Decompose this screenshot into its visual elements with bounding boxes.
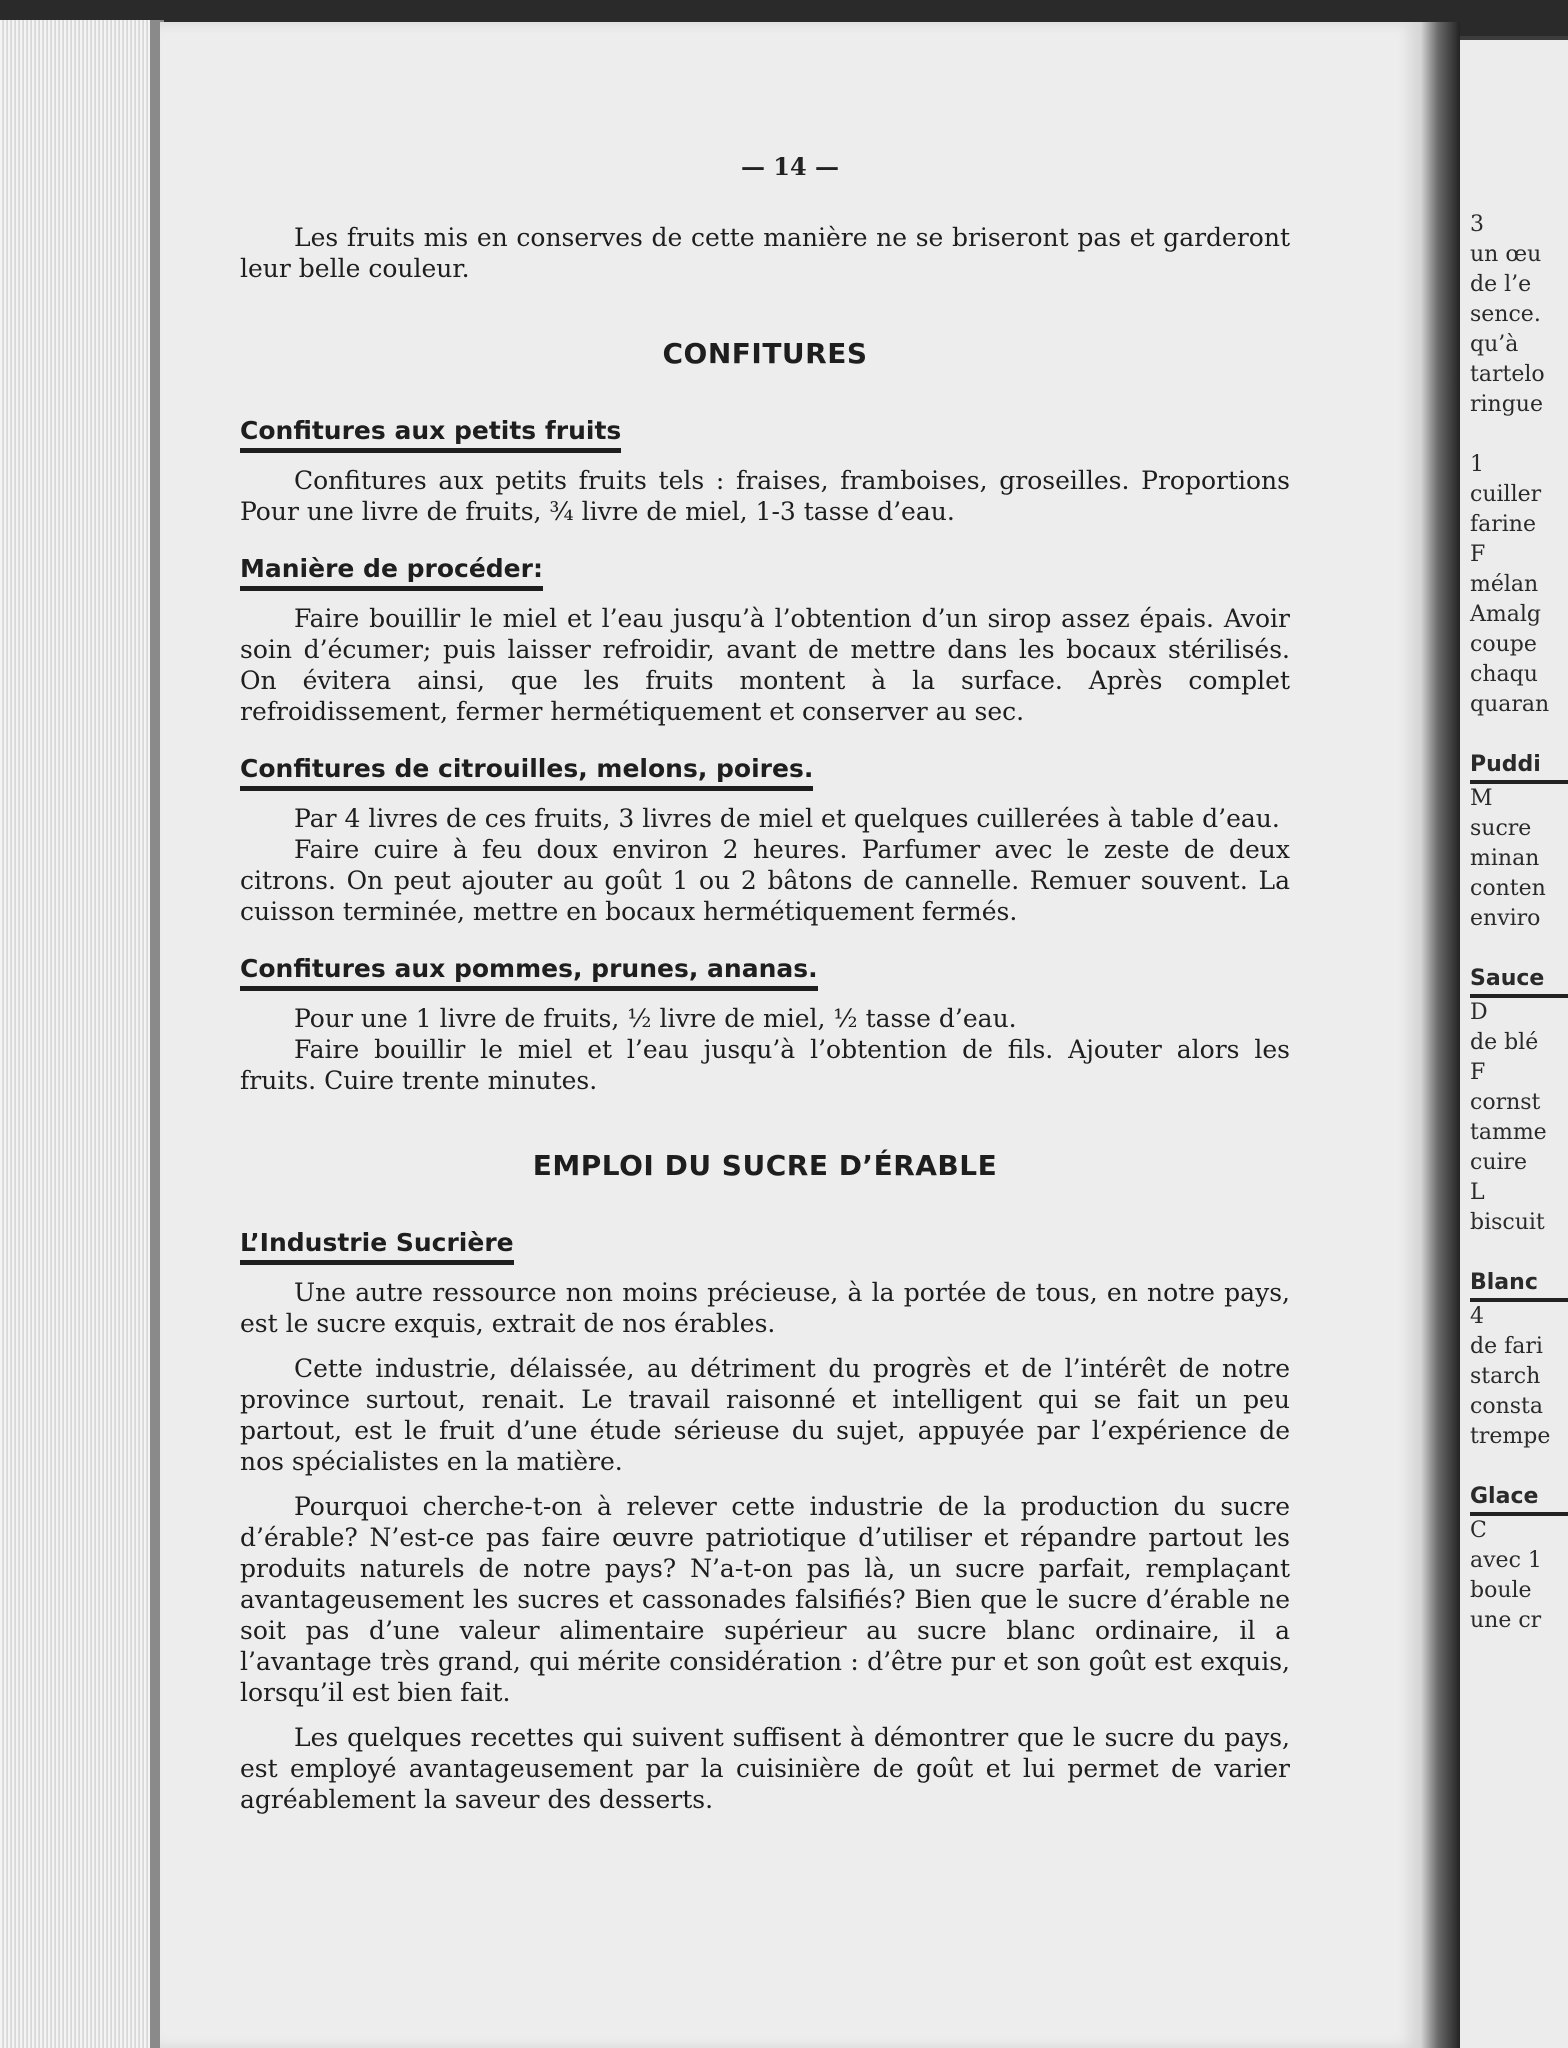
right-page-line: sence. bbox=[1470, 302, 1541, 327]
right-page-line: C bbox=[1470, 1518, 1487, 1543]
right-page-line: de fari bbox=[1470, 1334, 1543, 1359]
subheading-industrie-sucriere: L’Industrie Sucrière bbox=[240, 1227, 514, 1265]
right-page-line: avec 1 bbox=[1470, 1548, 1542, 1573]
right-page-line: F bbox=[1470, 1060, 1486, 1085]
subsection-pommes bbox=[240, 931, 1290, 1096]
right-page-line: starch bbox=[1470, 1364, 1541, 1389]
section-title-sucre-erable: EMPLOI DU SUCRE D’ÉRABLE bbox=[532, 1149, 998, 1182]
subsection-citrouilles bbox=[240, 731, 1290, 927]
subheading-pommes: Confitures aux pommes, prunes, ananas. bbox=[240, 953, 818, 991]
intro-paragraph: Les fruits mis en conserves de cette manière ne se briseront pas et garderont leur belle couleur. bbox=[240, 223, 1290, 283]
right-page-heading: Puddi bbox=[1470, 750, 1568, 784]
paragraph: Pourquoi cherche-t-on à relever cette industrie de la production du sucre d’érable? N’est-ce pas faire œuvre patriotique d’utiliser et répandre partout les produits naturels de notre pays? N’a-t-on pas là, un sucre parfait, remplaçant avantageusement les sucres et cassonades falsifiés? Bien que le sucre d’érable ne soit pas d’une valeur alimentaire supérieur au sucre blanc ordinaire, il a l’avantage très grand, qui mérite considération : d’être pur et son goût est exquis, lorsqu’il est bien fait. bbox=[240, 1492, 1290, 1707]
right-page-lines bbox=[1470, 40, 1568, 1636]
subsection-petits-fruits bbox=[240, 393, 1290, 527]
page-number: — 14 — bbox=[740, 152, 840, 181]
paragraph: Les quelques recettes qui suivent suffisent à démontrer que le sucre du pays, est employé avantageusement par la cuisinière de goût et lui permet de varier agréablement la saveur des desserts. bbox=[240, 1723, 1290, 1814]
right-page-line: qu’à bbox=[1470, 332, 1519, 357]
right-page-line: coupe bbox=[1470, 632, 1537, 657]
right-page-line: cornst bbox=[1470, 1090, 1541, 1115]
page-stack-edge bbox=[0, 20, 150, 2048]
right-page-line: mélan bbox=[1470, 572, 1539, 597]
right-page-line: sucre bbox=[1470, 816, 1532, 841]
paragraph: Faire bouillir le miel et l’eau jusqu’à l’obtention d’un sirop assez épais. Avoir soin d’écumer; puis laisser refroidir, avant de mettre dans les bocaux stérilisés. On évitera ainsi, que les fruits montent à la surface. Après complet refroidissement, fermer hermétiquement et conserver au sec. bbox=[240, 604, 1290, 726]
right-page-line: un œu bbox=[1470, 242, 1542, 267]
paragraph: Faire cuire à feu doux environ 2 heures. Parfumer avec le zeste de deux citrons. On peut ajouter au goût 1 ou 2 bâtons de cannelle. Remuer souvent. La cuisson terminée, mettre en bocaux hermétiquement fermés. bbox=[240, 835, 1290, 926]
right-page-line: L bbox=[1470, 1180, 1485, 1205]
right-page-line: cuiller bbox=[1470, 482, 1542, 507]
right-page-line: tamme bbox=[1470, 1120, 1547, 1145]
subsection-maniere bbox=[240, 531, 1290, 727]
paragraph: Une autre ressource non moins précieuse, à la portée de tous, en notre pays, est le sucre exquis, extrait de nos érables. bbox=[240, 1278, 1290, 1338]
paragraph: Par 4 livres de ces fruits, 3 livres de miel et quelques cuillerées à table d’eau. bbox=[294, 804, 1280, 833]
right-page-line: enviro bbox=[1470, 906, 1541, 931]
right-page-line: F bbox=[1470, 542, 1486, 567]
right-page-line: boule bbox=[1470, 1578, 1532, 1603]
right-page-line: 1 bbox=[1470, 452, 1484, 477]
right-page-fragment bbox=[1460, 40, 1568, 2048]
right-page-line: de l’e bbox=[1470, 272, 1532, 297]
paragraph: Cette industrie, délaissée, au détriment du progrès et de l’intérêt de notre province surtout, renait. Le travail raisonné et intelligent qui se fait un peu partout, est le fruit d’une étude sérieuse du sujet, appuyée par l’expérience de nos spécialistes en la matière. bbox=[240, 1354, 1290, 1476]
right-page-line: minan bbox=[1470, 846, 1540, 871]
right-page-heading: Glace bbox=[1470, 1482, 1568, 1516]
right-page-line: Amalg bbox=[1470, 602, 1541, 627]
right-page-line: biscuit bbox=[1470, 1210, 1545, 1235]
right-page-line: D bbox=[1470, 1000, 1488, 1025]
right-page-line: ringue bbox=[1470, 392, 1543, 417]
right-page-line: M bbox=[1470, 786, 1493, 811]
page-content bbox=[240, 222, 1290, 1815]
subheading-petits-fruits: Confitures aux petits fruits bbox=[240, 415, 621, 453]
section-title-confitures: CONFITURES bbox=[662, 337, 868, 370]
paragraph: Confitures aux petits fruits tels : fraises, framboises, groseilles. Proportions Pour une livre de fruits, ¾ livre de miel, 1-3 tasse d’eau. bbox=[240, 466, 1290, 526]
paragraph: Pour une 1 livre de fruits, ½ livre de miel, ½ tasse d’eau. bbox=[294, 1004, 1017, 1033]
subheading-maniere: Manière de procéder: bbox=[240, 553, 543, 591]
left-page bbox=[160, 22, 1420, 2048]
right-page-line: tartelo bbox=[1470, 362, 1545, 387]
right-page-line bbox=[1470, 420, 1568, 450]
right-page-line: de blé bbox=[1470, 1030, 1539, 1055]
right-page-line: cuire bbox=[1470, 1150, 1528, 1175]
right-page-line: une cr bbox=[1470, 1608, 1542, 1633]
right-page-line: 4 bbox=[1470, 1304, 1484, 1329]
subheading-citrouilles: Confitures de citrouilles, melons, poires. bbox=[240, 753, 813, 791]
right-page-line: quaran bbox=[1470, 692, 1550, 717]
right-page-line: conten bbox=[1470, 876, 1546, 901]
book-gutter bbox=[1420, 22, 1460, 2048]
right-page-line: chaqu bbox=[1470, 662, 1538, 687]
right-page-line: farine bbox=[1470, 512, 1536, 537]
right-page-line: 3 bbox=[1470, 212, 1484, 237]
right-page-line: trempe bbox=[1470, 1424, 1551, 1449]
right-page-line: consta bbox=[1470, 1394, 1543, 1419]
right-page-heading: Blanc bbox=[1470, 1268, 1568, 1302]
paragraph: Faire bouillir le miel et l’eau jusqu’à l’obtention de fils. Ajouter alors les fruits. Cuire trente minutes. bbox=[240, 1035, 1290, 1095]
right-page-heading: Sauce bbox=[1470, 964, 1568, 998]
